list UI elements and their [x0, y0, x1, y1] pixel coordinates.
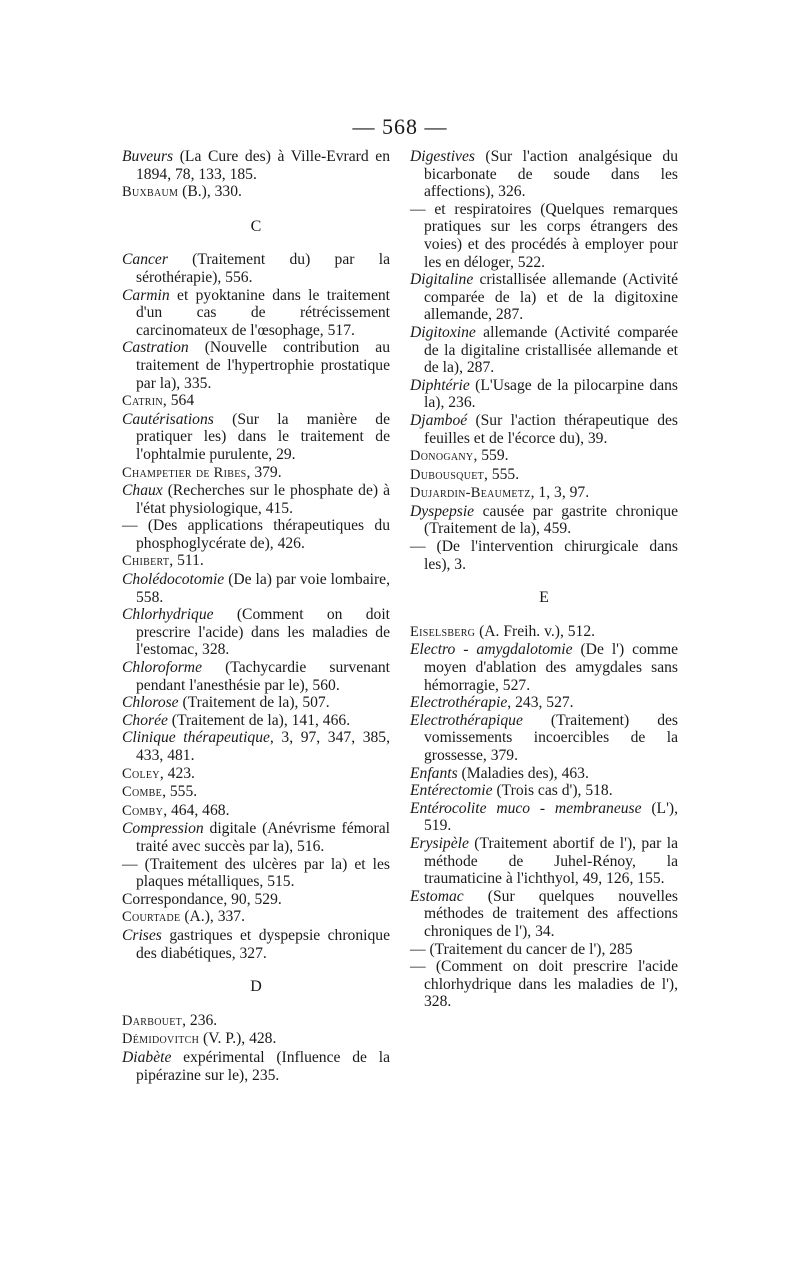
entry-text: (L'Usage de la pilocarpine dans la), 236.: [424, 376, 678, 412]
index-entry: [122, 694, 390, 712]
entry-text: — (Comment on doit prescrire l'acide chlorhydrique dans les maladies de l'), 328.: [410, 958, 678, 1011]
entry-author: Eiselsberg: [410, 623, 476, 640]
index-entry: [410, 148, 678, 201]
index-entry: [122, 392, 390, 411]
index-entry: [410, 958, 678, 1011]
entry-text: — et respiratoires (Quelques remarques pratiques sur les corps étrangers des voies) et des procédés à employer pour les en déloger, 522.: [410, 200, 678, 271]
entry-author: Combe: [122, 784, 163, 801]
entry-text: (A. Freih. v.), 512.: [475, 622, 596, 640]
entry-term: Crises: [122, 926, 162, 944]
entry-term: Compression: [122, 820, 204, 838]
index-entry: [410, 377, 678, 412]
index-entry: [410, 712, 678, 765]
entry-text: , 464, 468.: [163, 801, 230, 819]
index-entry: [122, 765, 390, 784]
index-entry: [410, 412, 678, 447]
index-entry: [122, 251, 390, 286]
index-entry: [122, 908, 390, 927]
index-entry: [410, 324, 678, 377]
entry-text: expérimental (Influence de la pipérazine sur le), 235.: [136, 1048, 390, 1084]
entry-text: , 555.: [484, 465, 520, 483]
entry-text: , 379.: [246, 463, 282, 481]
entry-author: Catrin: [122, 393, 163, 410]
entry-term: Castration: [122, 339, 189, 357]
entry-text: (Comment on doit prescrire l'acide) dans les maladies de l'estomac, 328.: [136, 606, 390, 659]
index-entry: [122, 820, 390, 855]
entry-term: Estomac: [410, 887, 464, 905]
entry-text: (Sur quelques nouvelles méthodes de traitement des affections chroniques de l'), 34.: [424, 887, 678, 940]
entry-text: (Traitement de la), 507.: [178, 694, 330, 712]
entry-text: , 3, 97, 347, 385, 433, 481.: [136, 729, 390, 764]
entry-text: — (Des applications thérapeutiques du phosphoglycérate de), 426.: [122, 517, 390, 552]
entry-text: (A.), 337.: [180, 908, 245, 926]
entry-text: et pyoktanine dans le traitement d'un cas de rétrécissement carcinomateux de l'œsophage, 517.: [136, 286, 390, 339]
entry-term: Chorée: [122, 711, 168, 729]
entry-author: Darbouet: [122, 1012, 183, 1029]
section-letter: C: [250, 217, 262, 235]
index-entry: [410, 538, 678, 573]
index-entry: [410, 782, 678, 800]
index-entry: [122, 891, 390, 909]
index-entry: [410, 623, 678, 642]
entry-term: Chloroforme: [122, 659, 202, 677]
entry-author: Buxbaum: [122, 184, 179, 201]
index-entry: [122, 552, 390, 571]
entry-term: Chlorose: [122, 694, 179, 712]
entry-author: Dujardin-Beaumetz: [410, 485, 531, 502]
entry-text: (De la) par voie lombaire, 558.: [136, 571, 390, 606]
entry-term: Erysipèle: [410, 834, 469, 852]
index-entry: [410, 641, 678, 694]
entry-text: , 555.: [162, 783, 198, 801]
entry-text: (L'), 519.: [424, 799, 678, 835]
index-entry: [122, 464, 390, 483]
entry-text: (Traitement abortif de l'), par la méthode de Juhel-Rénoy, la traumaticine à l'ichthyol, 49, 126, 155.: [424, 834, 678, 888]
entry-text: (De l') comme moyen d'ablation des amygdales sans hémorragie, 527.: [424, 641, 678, 694]
entry-text: , 564: [162, 392, 195, 410]
index-entry: [410, 941, 678, 959]
left-column: [122, 148, 390, 1084]
entry-text: (Maladies des), 463.: [457, 764, 589, 782]
entry-term: Entérectomie: [410, 782, 493, 800]
entry-text: , 559.: [473, 447, 509, 465]
entry-term: Carmin: [122, 286, 170, 304]
entry-term: Buveurs: [122, 148, 174, 165]
entry-text: (Nouvelle contribution au traitement de l'hypertrophie prostatique par la), 335.: [136, 339, 390, 392]
entry-text: , 236.: [182, 1011, 218, 1029]
entry-text: (Sur l'action thérapeutique des feuilles et de l'écorce du), 39.: [424, 411, 678, 447]
entry-term: Electro - amygdalotomie: [410, 641, 573, 659]
page-number: — 568 —: [352, 114, 448, 139]
entry-text: — (Traitement des ulcères par la) et les plaques métalliques, 515.: [122, 855, 390, 891]
index-entry: [122, 1049, 390, 1084]
entry-term: Digitoxine: [410, 323, 476, 341]
entry-text: (Sur la manière de pratiquer les) dans le traitement de l'ophtalmie purulente, 29.: [136, 410, 390, 463]
index-entry: [410, 694, 678, 712]
entry-term: Cancer: [122, 251, 168, 269]
entry-author: Coley: [122, 765, 160, 782]
entry-author: Courtade: [122, 909, 181, 926]
index-entry: [122, 783, 390, 802]
entry-term: Djamboé: [410, 411, 468, 429]
entry-text: (Traitement) des vomissements incoercibles de la grossesse, 379.: [424, 711, 678, 764]
entry-text: (B.), 330.: [178, 183, 242, 201]
index-entry: [410, 888, 678, 941]
index-entry: [122, 339, 390, 392]
entry-text: (Traitement du) par la sérothérapie), 556.: [136, 251, 390, 286]
entry-text: gastriques et dyspepsie chronique des diabétiques, 327.: [136, 926, 390, 962]
entry-text: (Sur l'action analgésique du bicarbonate de soude dans les affections), 326.: [424, 148, 678, 201]
index-entry: [410, 201, 678, 271]
index-entry: [122, 148, 390, 183]
entry-term: Cholédocotomie: [122, 571, 225, 589]
entry-text: (La Cure des) à Ville-Evrard en 1894, 78, 133, 185.: [136, 148, 390, 183]
entry-term: Chlorhydrique: [122, 606, 214, 624]
entry-term: Digestives: [410, 148, 475, 165]
entry-author: Comby: [122, 802, 164, 819]
entry-text: cristallisée allemande (Activité comparée de la) et de la digitoxine allemande, 287.: [424, 271, 678, 324]
entry-term: Electrothérapique: [410, 711, 523, 729]
index-entry: [410, 484, 678, 503]
entry-author: Chibert: [122, 553, 170, 570]
section-letter: E: [539, 589, 549, 607]
entry-term: Diabète: [122, 1048, 172, 1066]
right-column: [410, 148, 678, 1011]
index-entry: [122, 1012, 390, 1031]
entry-text: , 243, 527.: [507, 694, 574, 712]
entry-term: Entérocolite muco - membraneuse: [410, 799, 642, 817]
index-entry: [410, 765, 678, 783]
index-entry: [410, 271, 678, 324]
index-entry: [122, 802, 390, 821]
index-entry: [122, 1030, 390, 1049]
entry-term: Electrothérapie: [410, 694, 508, 712]
entry-text: , 423.: [159, 764, 195, 782]
index-entry: [122, 571, 390, 606]
entry-author: Dubousquet: [410, 466, 485, 483]
entry-text: , 511.: [169, 552, 204, 570]
entry-author: Champetier de Ribes: [122, 464, 247, 481]
index-entry: [410, 466, 678, 485]
index-entry: [410, 835, 678, 888]
entry-author: Démidovitch: [122, 1031, 200, 1048]
index-entry: [122, 856, 390, 891]
index-entry: [410, 447, 678, 466]
entry-text: , 1, 3, 97.: [530, 484, 590, 502]
entry-text: digitale (Anévrisme fémoral traité avec succès par la), 516.: [136, 820, 390, 855]
index-entry: [122, 183, 390, 202]
entry-text: (Traitement de la), 141, 466.: [167, 711, 351, 729]
entry-text: (Trois cas d'), 518.: [492, 782, 613, 800]
index-entry: [410, 800, 678, 835]
index-entry: [122, 927, 390, 962]
index-entry: [122, 729, 390, 764]
entry-term: Diphtérie: [410, 376, 470, 394]
entry-text: — (Traitement du cancer de l'), 285: [410, 940, 633, 958]
index-entry: [122, 659, 390, 694]
entry-term: Digitaline: [410, 271, 474, 289]
entry-text: causée par gastrite chronique (Traitement de la), 459.: [424, 502, 678, 538]
entry-author: Donogany: [410, 448, 474, 465]
index-entry: [122, 517, 390, 552]
section-letter: D: [250, 978, 262, 996]
entry-term: Clinique thérapeutique: [122, 729, 270, 747]
index-entry: [122, 482, 390, 517]
entry-text: (V. P.), 428.: [199, 1030, 277, 1048]
entry-text: (Recherches sur le phosphate de) à l'état physiologique, 415.: [136, 482, 390, 517]
index-entry: [122, 606, 390, 659]
entry-term: Cautérisations: [122, 410, 214, 428]
entry-term: Enfants: [410, 764, 458, 782]
entry-text: (Tachycardie survenant pendant l'anesthésie par le), 560.: [136, 659, 390, 694]
entry-text: Correspondance, 90, 529.: [122, 890, 282, 908]
entry-text: allemande (Activité comparée de la digitaline cristallisée allemande et de la), 287.: [424, 323, 678, 377]
index-entry: [122, 411, 390, 464]
index-entry: [410, 503, 678, 538]
entry-text: — (De l'intervention chirurgicale dans les), 3.: [410, 538, 678, 573]
index-entry: [122, 287, 390, 340]
index-entry: [122, 712, 390, 730]
entry-term: Dyspepsie: [410, 502, 475, 520]
entry-term: Chaux: [122, 482, 163, 500]
